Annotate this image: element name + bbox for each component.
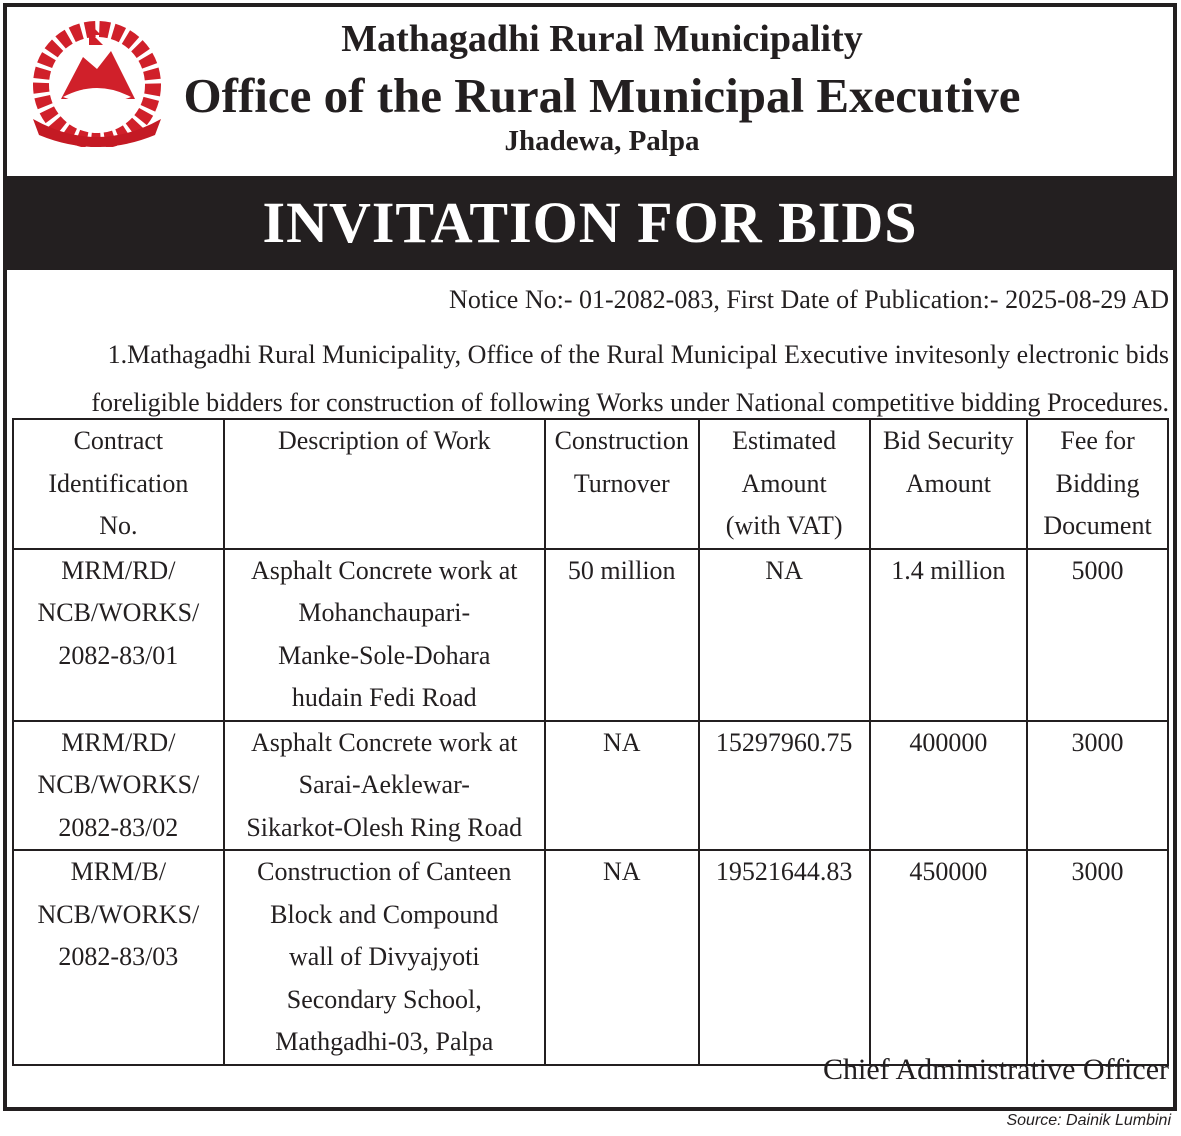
cell-line: Estimated	[732, 426, 837, 455]
cell-line: 2082-83/01	[58, 640, 179, 670]
column-header	[699, 419, 870, 549]
cell-line: NCB/WORKS/	[37, 770, 200, 799]
intro-line-1: 1.Mathagadhi Rural Municipality, Office of the Rural Municipal Executive invitesonly electronic bids	[107, 340, 1169, 369]
cell-fee: 5000	[1027, 549, 1168, 721]
cell-security: 450000	[870, 850, 1028, 1065]
intro-paragraph	[21, 331, 1169, 427]
cell-line: Asphalt Concrete work at	[251, 727, 518, 757]
cell-line: 2082-83/03	[58, 942, 179, 971]
cell-estimate: 19521644.83	[699, 850, 870, 1065]
cell-line: 2082-83/02	[58, 812, 179, 842]
cell-id	[13, 549, 224, 721]
column-header	[870, 419, 1028, 549]
cell-line: Amount	[741, 468, 827, 498]
cell-line: Mohanchaupari-	[298, 598, 471, 627]
office-name: Office of the Rural Municipal Executive	[183, 68, 1021, 123]
cell-turnover: NA	[545, 850, 699, 1065]
municipality-name: Mathagadhi Rural Municipality	[341, 18, 863, 60]
cell-line: Amount	[905, 468, 991, 498]
cell-line: wall of Divyajyoti	[288, 942, 480, 971]
cell-id	[13, 850, 224, 1065]
location: Jhadewa, Palpa	[504, 125, 700, 157]
cell-line: Identification	[48, 468, 189, 498]
cell-line: Bidding	[1055, 468, 1140, 498]
page-title: INVITATION FOR BIDS	[7, 176, 1173, 270]
notice-number: Notice No:- 01-2082-083, First Date of Publication:- 2025-08-29 AD	[449, 285, 1169, 314]
cell-line: Construction of Canteen	[257, 857, 512, 886]
cell-line: Asphalt Concrete work at	[251, 555, 518, 585]
cell-line: hudain Fedi Road	[291, 683, 477, 712]
cell-line: NCB/WORKS/	[37, 899, 200, 929]
cell-line: NCB/WORKS/	[37, 598, 200, 627]
cell-line: Description of Work	[277, 426, 491, 455]
cell-line: MRM/RD/	[61, 727, 176, 757]
cell-id	[13, 721, 224, 851]
cell-line: Bid Security	[882, 426, 1014, 455]
cell-line: Turnover	[573, 468, 670, 498]
cell-line: (with VAT)	[725, 511, 843, 540]
cell-line: Secondary School,	[286, 984, 482, 1014]
cell-line: Document	[1043, 511, 1152, 540]
column-header	[1027, 419, 1168, 549]
header	[7, 7, 1173, 176]
cell-fee: 3000	[1027, 721, 1168, 851]
cell-line: Contract	[73, 426, 164, 455]
table-row	[13, 850, 1168, 1065]
cell-estimate: NA	[699, 549, 870, 721]
cell-line: Block and Compound	[270, 899, 499, 929]
cell-turnover: NA	[545, 721, 699, 851]
column-header	[545, 419, 699, 549]
intro-line-2: foreligible bidders for construction of following Works under National competitive bidding Procedures.	[91, 388, 1169, 417]
column-header	[13, 419, 224, 549]
cell-desc	[224, 549, 545, 721]
cell-line: Construction	[554, 426, 689, 455]
cell-line: MRM/RD/	[61, 555, 176, 585]
cell-line: Sarai-Aeklewar-	[298, 770, 470, 799]
cell-line: No.	[99, 511, 138, 540]
cell-security: 400000	[870, 721, 1028, 851]
cell-line: Manke-Sole-Dohara	[278, 640, 491, 670]
bids-table	[12, 418, 1169, 1066]
cell-fee: 3000	[1027, 850, 1168, 1065]
cell-line: Sikarkot-Olesh Ring Road	[246, 812, 523, 842]
cell-estimate: 15297960.75	[699, 721, 870, 851]
cell-turnover: 50 million	[545, 549, 699, 721]
signatory: Chief Administrative Officer	[822, 1053, 1169, 1086]
cell-line: Fee for	[1060, 426, 1135, 455]
cell-desc	[224, 721, 545, 851]
column-header	[224, 419, 545, 549]
source-credit: Source: Dainik Lumbini	[1006, 1112, 1171, 1129]
table-row	[13, 721, 1168, 851]
table-row	[13, 549, 1168, 721]
cell-desc	[224, 850, 545, 1065]
cell-security: 1.4 million	[870, 549, 1028, 721]
cell-line: MRM/B/	[70, 857, 167, 886]
cell-line: Mathgadhi-03, Palpa	[275, 1027, 494, 1056]
table-header-row	[13, 419, 1168, 549]
notice-frame	[3, 3, 1177, 1111]
